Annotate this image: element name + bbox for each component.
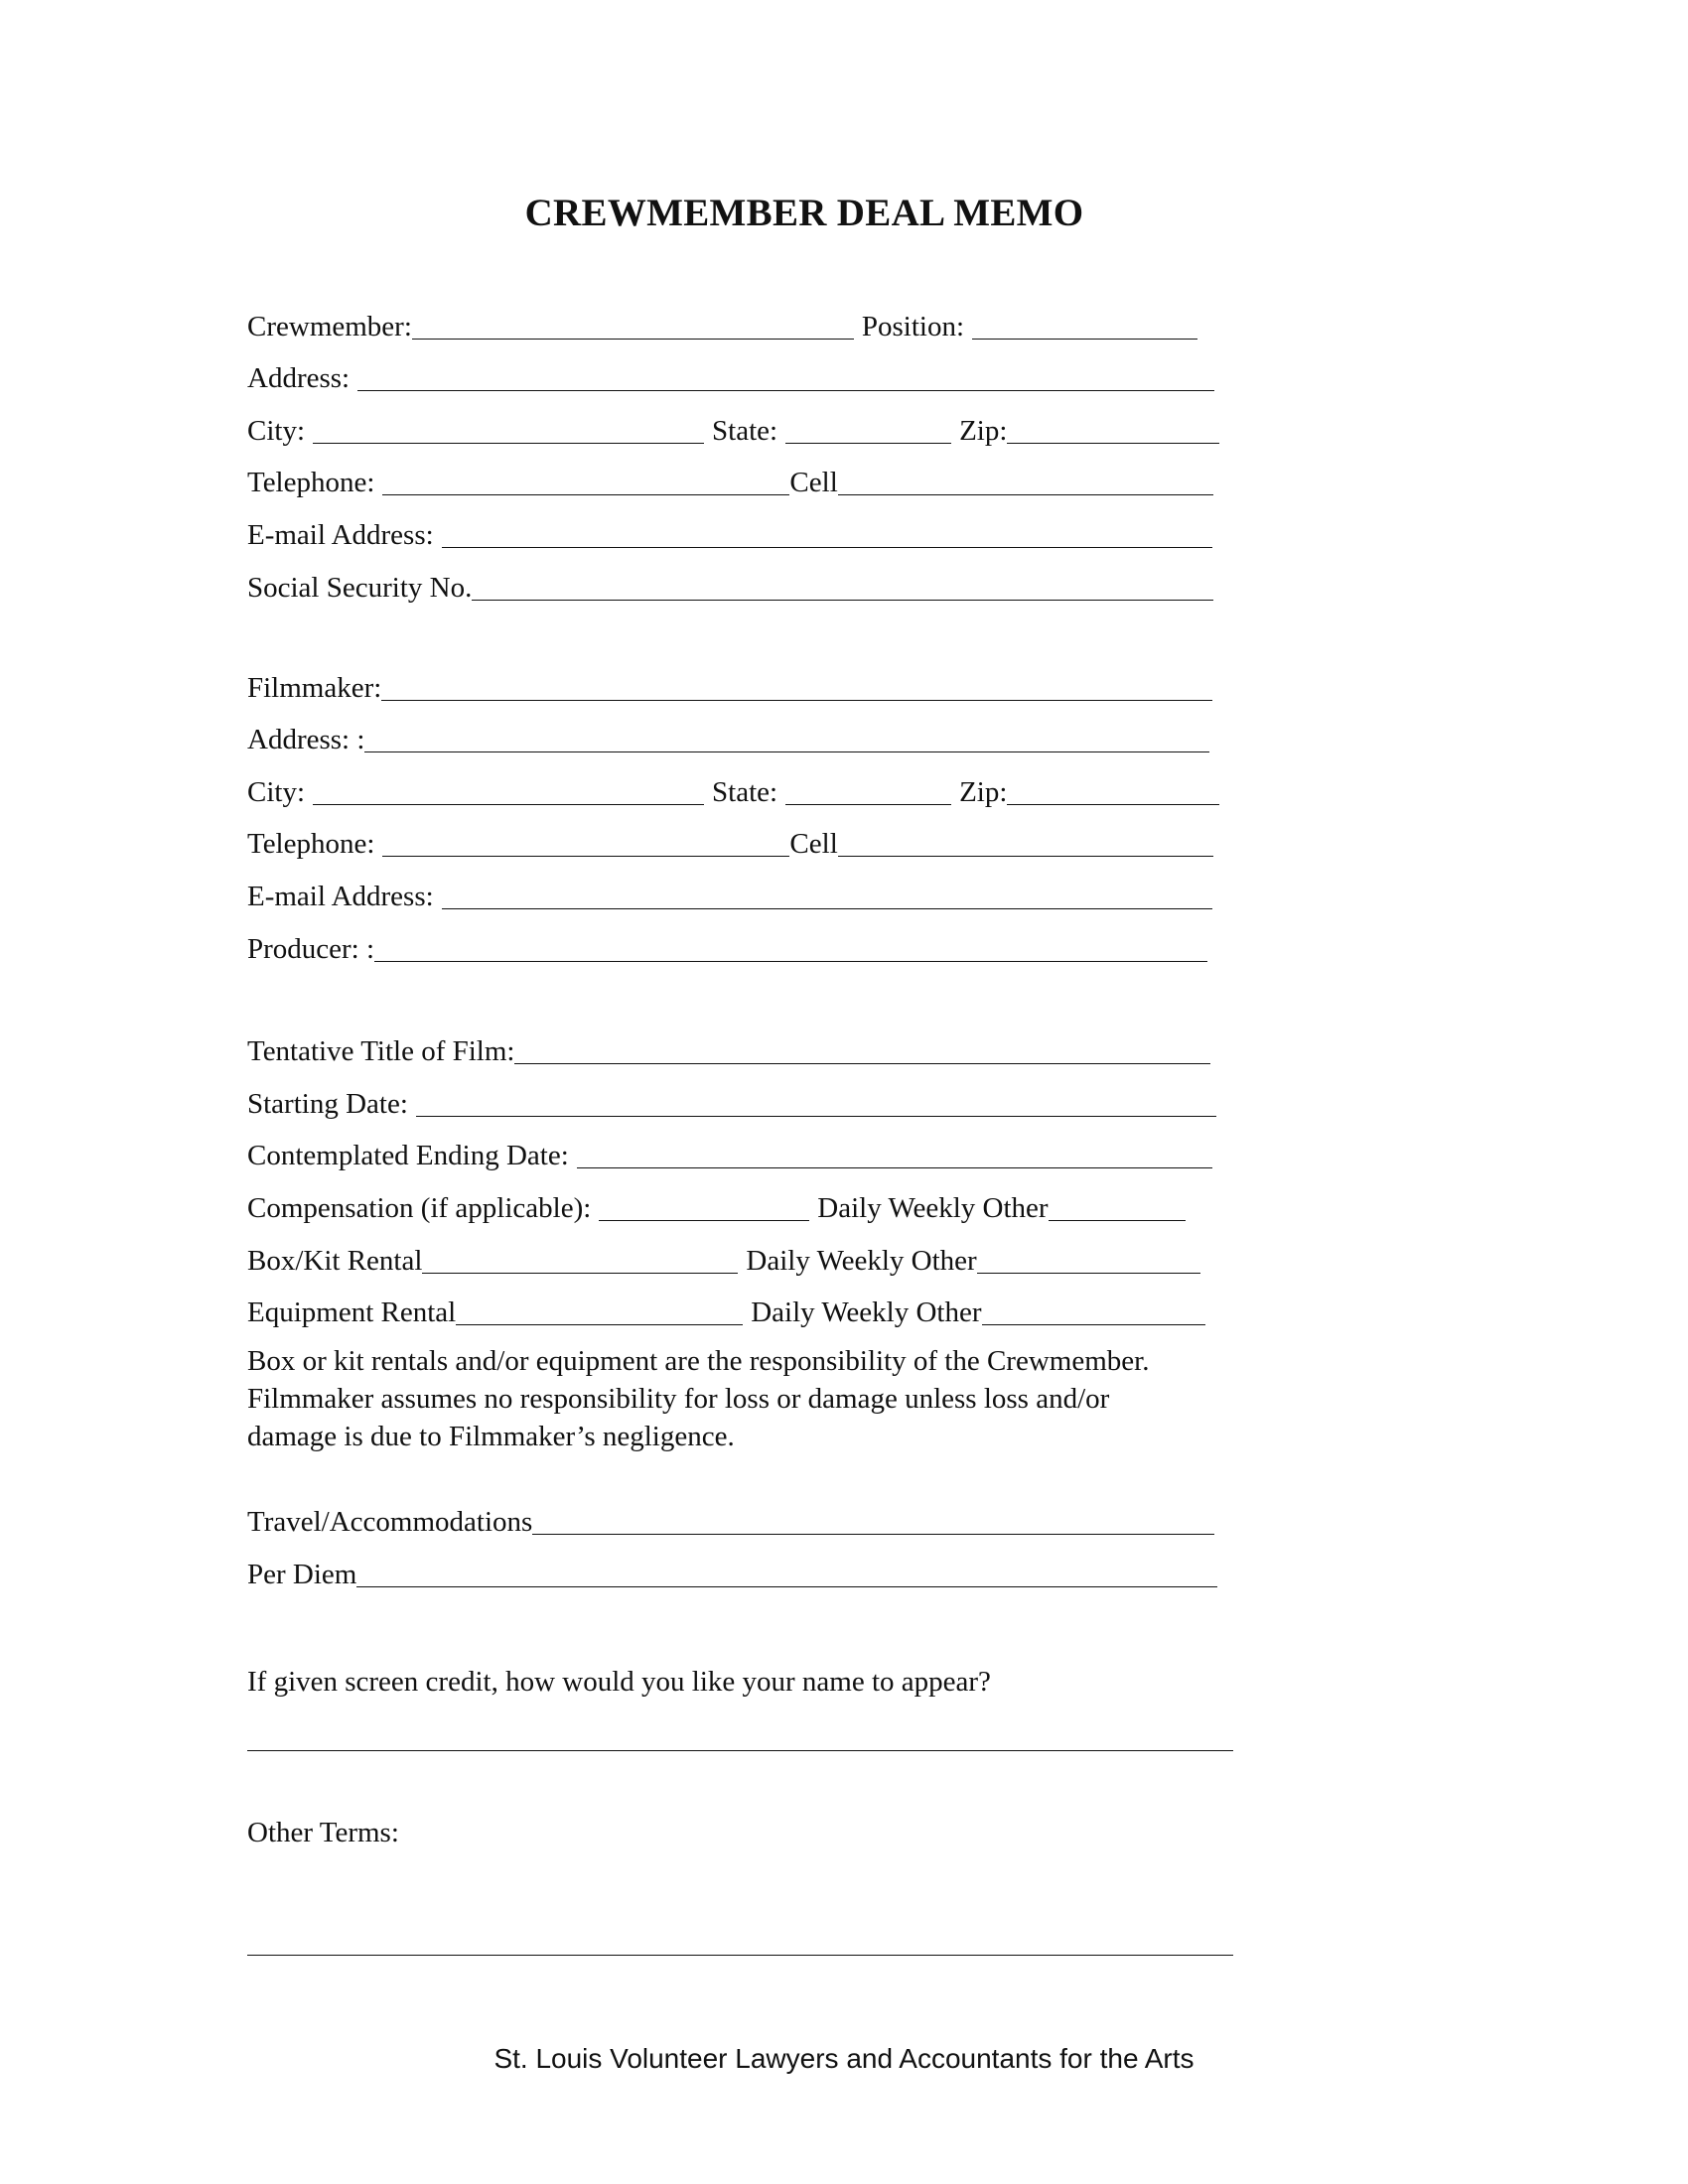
start-date-row bbox=[247, 1081, 1216, 1121]
crew-state-field[interactable] bbox=[785, 413, 951, 444]
credit-question: If given screen credit, how would you like your name to appear? bbox=[247, 1666, 991, 1698]
travel-label: Travel/Accommodations bbox=[247, 1506, 533, 1538]
filmmaker-email-field[interactable] bbox=[442, 879, 1212, 909]
end-date-field[interactable] bbox=[577, 1138, 1212, 1168]
producer-label: Producer: : bbox=[247, 933, 375, 965]
filmmaker-state-field[interactable] bbox=[785, 774, 951, 805]
other-terms-label: Other Terms: bbox=[247, 1817, 399, 1848]
disclaimer-line: Box or kit rentals and/or equipment are the responsibility of the Crewmember. bbox=[247, 1345, 1150, 1377]
per-diem-row bbox=[247, 1552, 1217, 1591]
disclaimer-line: damage is due to Filmmaker’s negligence. bbox=[247, 1421, 735, 1452]
travel-row bbox=[247, 1499, 1214, 1539]
box-kit-period-field[interactable] bbox=[977, 1243, 1200, 1274]
filmmaker-label: Filmmaker: bbox=[247, 672, 382, 704]
filmmaker-city-row bbox=[247, 769, 1219, 809]
crew-telephone-row bbox=[247, 460, 1213, 499]
credit-name-field[interactable] bbox=[247, 1750, 1233, 1751]
start-date-field[interactable] bbox=[416, 1086, 1216, 1117]
filmmaker-telephone-row bbox=[247, 821, 1213, 861]
producer-row bbox=[247, 926, 1207, 966]
crewmember-field[interactable] bbox=[412, 309, 854, 340]
ssn-field[interactable] bbox=[472, 570, 1213, 601]
crew-telephone-label: Telephone: bbox=[247, 467, 375, 498]
crew-address-row bbox=[247, 355, 1214, 395]
crewmember-row bbox=[247, 304, 1197, 343]
form-title: CREWMEMBER DEAL MEMO bbox=[524, 192, 1084, 234]
compensation-label: Compensation (if applicable): bbox=[247, 1192, 592, 1224]
equipment-label: Equipment Rental bbox=[247, 1297, 457, 1328]
crew-zip-field[interactable] bbox=[1007, 413, 1219, 444]
filmmaker-telephone-label: Telephone: bbox=[247, 828, 375, 860]
crew-telephone-field[interactable] bbox=[382, 465, 789, 495]
per-diem-field[interactable] bbox=[356, 1557, 1217, 1587]
filmmaker-address-row bbox=[247, 717, 1209, 756]
ssn-row bbox=[247, 565, 1213, 605]
ssn-label: Social Security No. bbox=[247, 572, 473, 604]
filmmaker-state-label: State: bbox=[712, 776, 778, 808]
crew-city-field[interactable] bbox=[313, 413, 704, 444]
crew-email-row bbox=[247, 512, 1212, 552]
credit-question-row bbox=[247, 1659, 991, 1699]
equipment-row bbox=[247, 1290, 1205, 1329]
end-date-row bbox=[247, 1133, 1212, 1172]
compensation-period-label: Daily Weekly Other bbox=[817, 1192, 1049, 1224]
disclaimer-line: Filmmaker assumes no responsibility for loss or damage unless loss and/or bbox=[247, 1383, 1110, 1415]
end-date-label: Contemplated Ending Date: bbox=[247, 1140, 569, 1171]
travel-field[interactable] bbox=[532, 1504, 1214, 1535]
crew-address-label: Address: bbox=[247, 362, 351, 394]
equipment-field[interactable] bbox=[456, 1295, 743, 1325]
equipment-period-label: Daily Weekly Other bbox=[751, 1297, 982, 1328]
film-title-field[interactable] bbox=[514, 1033, 1210, 1064]
filmmaker-cell-field[interactable] bbox=[838, 826, 1213, 857]
position-label: Position: bbox=[861, 311, 965, 342]
box-kit-row bbox=[247, 1238, 1200, 1278]
organization-footer: St. Louis Volunteer Lawyers and Accountants for the Arts bbox=[493, 2043, 1195, 2074]
other-terms-row bbox=[247, 1810, 399, 1849]
crew-city-label: City: bbox=[247, 415, 306, 447]
start-date-label: Starting Date: bbox=[247, 1088, 408, 1120]
filmmaker-address-field[interactable] bbox=[364, 722, 1209, 752]
crew-address-field[interactable] bbox=[357, 360, 1214, 391]
position-field[interactable] bbox=[972, 309, 1197, 340]
crew-cell-label: Cell bbox=[789, 467, 838, 498]
crew-email-field[interactable] bbox=[442, 517, 1212, 548]
film-title-row bbox=[247, 1028, 1210, 1068]
filmmaker-row bbox=[247, 665, 1212, 705]
per-diem-label: Per Diem bbox=[247, 1559, 357, 1590]
crew-email-label: E-mail Address: bbox=[247, 519, 434, 551]
filmmaker-address-label: Address: : bbox=[247, 724, 365, 755]
crew-city-row bbox=[247, 408, 1219, 448]
filmmaker-field[interactable] bbox=[381, 670, 1212, 701]
compensation-row bbox=[247, 1185, 1186, 1225]
crew-state-label: State: bbox=[712, 415, 778, 447]
box-kit-period-label: Daily Weekly Other bbox=[746, 1245, 977, 1277]
crewmember-label: Crewmember: bbox=[247, 311, 412, 342]
other-terms-field[interactable] bbox=[247, 1955, 1233, 1956]
compensation-period-field[interactable] bbox=[1049, 1190, 1186, 1221]
box-kit-field[interactable] bbox=[422, 1243, 738, 1274]
filmmaker-email-label: E-mail Address: bbox=[247, 881, 434, 912]
box-kit-label: Box/Kit Rental bbox=[247, 1245, 423, 1277]
producer-field[interactable] bbox=[374, 931, 1207, 962]
filmmaker-telephone-field[interactable] bbox=[382, 826, 789, 857]
filmmaker-zip-label: Zip: bbox=[959, 776, 1008, 808]
responsibility-disclaimer bbox=[247, 1342, 1240, 1455]
filmmaker-city-label: City: bbox=[247, 776, 306, 808]
filmmaker-zip-field[interactable] bbox=[1007, 774, 1219, 805]
compensation-field[interactable] bbox=[599, 1190, 809, 1221]
filmmaker-city-field[interactable] bbox=[313, 774, 704, 805]
equipment-period-field[interactable] bbox=[982, 1295, 1205, 1325]
filmmaker-email-row bbox=[247, 874, 1212, 913]
crew-zip-label: Zip: bbox=[959, 415, 1008, 447]
crew-cell-field[interactable] bbox=[838, 465, 1213, 495]
filmmaker-cell-label: Cell bbox=[789, 828, 838, 860]
film-title-label: Tentative Title of Film: bbox=[247, 1035, 515, 1067]
